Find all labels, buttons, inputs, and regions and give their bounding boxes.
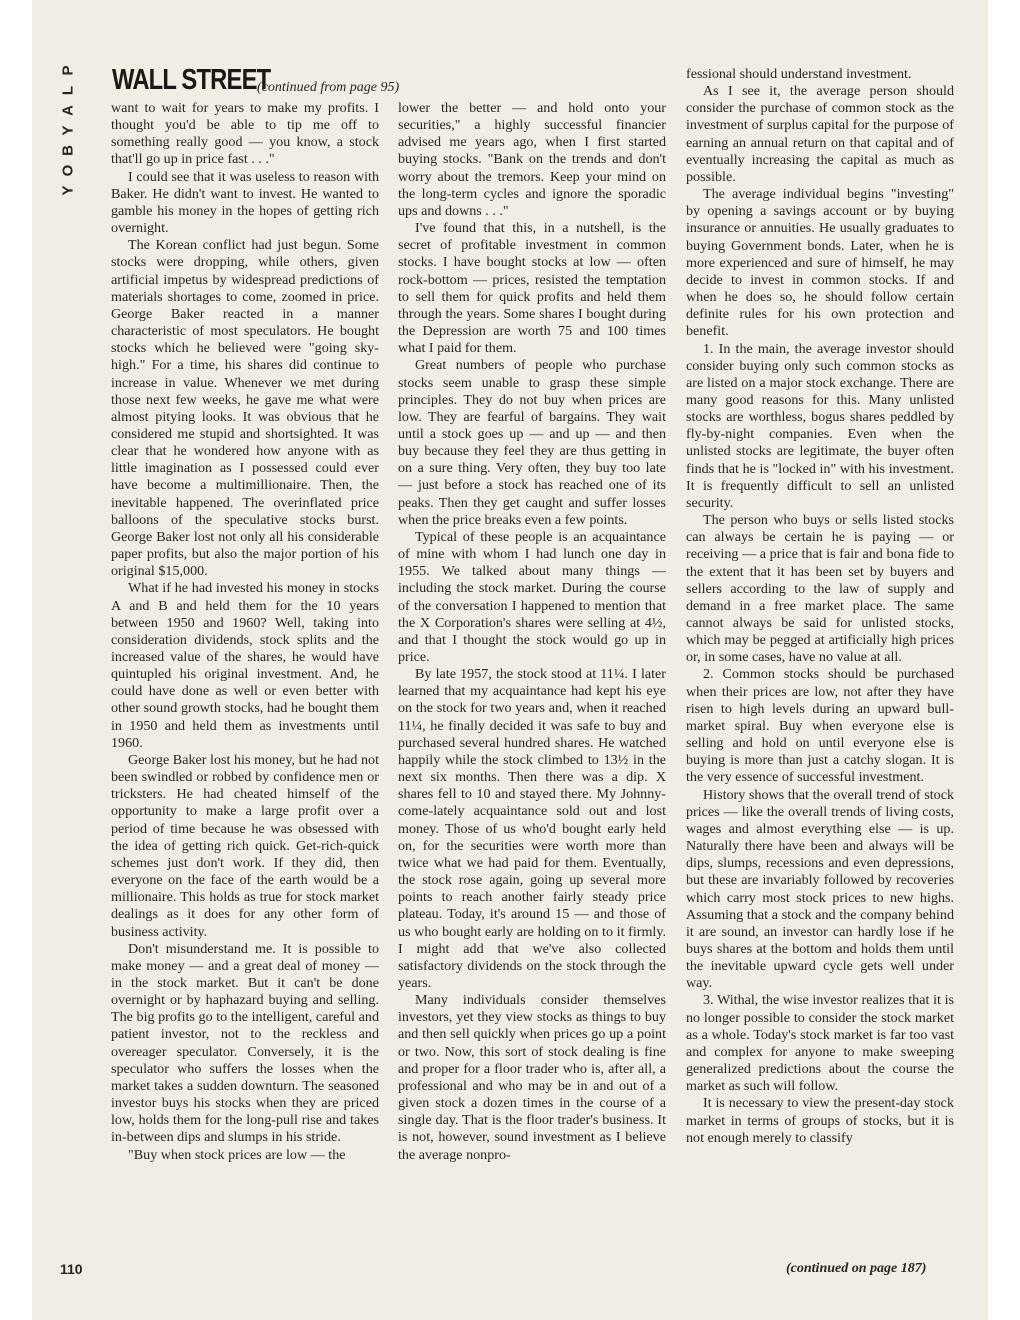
spine-letter: O	[59, 164, 77, 177]
paragraph: "Buy when stock prices are low — the	[128, 1146, 346, 1163]
paragraph: lower the better — and hold onto your securities," a highly successful financier advised me years ago, when I first started buying stocks. "Bank on the trends and don't worry about the tremors. Keep your mind on the long-term cycles and ignore the sporadic ups and downs . . ."	[398, 100, 666, 219]
paragraph: As I see it, the average person should consider the purchase of common stock as the investment of surplus capital for the purpose of earning an annual return on that capital and of eventually increasing the capital as much as possible.	[686, 83, 954, 185]
magazine-spine-label	[58, 62, 78, 222]
article-heading: WALL STREET	[112, 64, 271, 96]
paragraph: want to wait for years to make my profits. I thought you'd be able to tip me off to something really good — you know, a stock that'll go up in price fast . . ."	[111, 100, 379, 168]
paragraph: 3. Withal, the wise investor realizes that it is no longer possible to consider the stock market as a whole. Today's stock market is far too vast and complex for anyone to make sweeping generalized predictions about the course the market as such will follow.	[686, 992, 954, 1095]
paragraph: What if he had invested his money in stocks A and B and held them for the 10 years between 1950 and 1960? Well, taking into consideration dividends, stock splits and the increased value of the shares, he would have quintupled his original investment. And, he could have done as well or even better with other sound growth stocks, had he bought them in 1950 and held them as investments until 1960.	[111, 580, 379, 751]
paragraph: I could see that it was useless to reason with Baker. He didn't want to invest. He wanted to gamble his money in the hopes of getting rich overnight.	[111, 168, 379, 237]
spine-letter: Y	[59, 125, 77, 136]
continued-on-note: (continued on page 187)	[786, 1261, 927, 1276]
paragraph: It is necessary to view the present-day stock market in terms of groups of stocks, but it is not enough merely to classify	[686, 1095, 954, 1146]
paragraph: Many individuals consider themselves investors, yet they view stocks as things to buy and then sell quickly when prices go up a point or two. Now, this sort of stock dealing is fine and proper for a floor trader who is, after all, a professional and who may be in and out of a given stock a dozen times in the course of a single day. That is the floor trader's business. It is not, however, sound investment as I believe the average nonpro-	[398, 992, 666, 1163]
continued-from-note: (continued from page 95)	[257, 80, 400, 95]
paragraph: The Korean conflict had just begun. Some stocks were dropping, while others, given artificial impetus by widespread predictions of materials shortages to come, zoomed in price. George Baker reacted in a manner characteristic of most speculators. He bought stocks which he believed were "going sky-high." For a time, his shares did continue to increase in value. Whenever we met during those next few weeks, he gave me what were almost pitying looks. It was obvious that he considered me stupid and shortsighted. It was clear that he wondered how anyone with as little imagination as I possessed could ever have become a multimillionaire. Then, the inevitable happened. The overinflated price balloons of the speculative stocks burst. George Baker lost not only all his considerable paper profits, but also the major portion of his original $15,000.	[111, 237, 379, 580]
text-column-3	[686, 66, 954, 1147]
paragraph: By late 1957, the stock stood at 11¼. I later learned that my acquaintance had kept his eye on the stock for two years and, when it reached 11¼, he finally decided it was safe to buy and purchased several hundred shares. He watched happily while the stock climbed to 13½ in the next six months. Then there was a dip. X shares fell to 10 and stayed there. My Johnny-come-lately acquaintance sold out and lost money. Those of us who'd bought early held on, for the securities were worth more than twice what we had paid for them. Eventually, the stock rose again, going up several more points to reach another fairly steady price plateau. Today, it's around 15 — and those of us who bought early are holding on to it firmly. I might add that we've also collected satisfactory dividends on the stock through the years.	[398, 666, 666, 991]
text-column-1	[111, 100, 379, 1164]
spine-letter: B	[59, 145, 77, 156]
paragraph: Don't misunderstand me. It is possible to make money — and a great deal of money — in the stock market. But it can't be done overnight or by haphazard buying and selling. The big profits go to the intelligent, careful and patient investor, not to the reckless and overeager speculator. Conversely, it is the speculator who suffers the losses when the market takes a sudden downturn. The seasoned investor buys his stocks when they are priced low, holds them for the long-pull rise and takes in-between dips and slumps in his stride.	[111, 940, 379, 1146]
spine-letter: Y	[59, 185, 77, 196]
paragraph: Typical of these people is an acquaintance of mine with whom I had lunch one day in 1955. We talked about many things — including the stock market. During the course of the conversation I happened to mention that the X Corporation's shares were selling at 4½, and that I thought the stock would go up in price.	[398, 528, 666, 665]
page-number: 110	[60, 1261, 83, 1277]
paragraph: History shows that the overall trend of stock prices — like the overall trends of living costs, wages and almost everything else — is up. Naturally there have been and always will be dips, slumps, recessions and even depressions, but these are invariably followed by recoveries which carry most stock prices to new highs. Assuming that a stock and the company behind it are sound, an investor can hardly lose if he buys shares at the bottom and holds them until the inevitable upward cycle gets well under way.	[686, 786, 954, 992]
paragraph: The average individual begins "investing" by opening a savings account or by buying insurance or annuities. He usually graduates to buying Government bonds. Later, when he is more experienced and sure of himself, he may decide to invest in common stocks. If and when he does so, he should follow certain definite rules for his own protection and benefit.	[686, 186, 954, 340]
paragraph: I've found that this, in a nutshell, is the secret of profitable investment in common stocks. I have bought stocks at low — often rock-bottom — prices, resisted the temptation to sell them for quick profits and held them through the years. Some shares I bought during the Depression are worth 75 and 100 times what I paid for them.	[398, 220, 666, 357]
paragraph: The person who buys or sells listed stocks can always be certain he is paying — or receiving — a price that is fair and bona fide to the extent that it has been set by buyers and sellers according to the law of supply and demand in a free market place. The same cannot always be said for unlisted stocks, which may be pegged at artificially high prices or, in some cases, have no value at all.	[686, 512, 954, 666]
paragraph: Great numbers of people who purchase stocks seem unable to grasp these simple principles. They do not buy when prices are low. They are fearful of bargains. They wait until a stock goes up — and up — and then buy because they feel they are thus getting in on a sure thing. Very often, they buy too late — just before a stock has reached one of its peaks. Then they get caught and suffer losses when the price breaks even a few points.	[398, 357, 666, 528]
text-column-2	[398, 100, 666, 1164]
spine-letter: P	[59, 65, 77, 76]
paragraph: George Baker lost his money, but he had not been swindled or robbed by confidence men or tricksters. He had cheated himself of the opportunity to make a large profit over a period of time because he was obsessed with the idea of getting rich quick. Get-rich-quick schemes just don't work. If they did, then everyone on the face of the earth would be a millionaire. This holds as true for stock market dealings as it does for any other form of business activity.	[111, 751, 379, 940]
paragraph: 2. Common stocks should be purchased when their prices are low, not after they have risen to high levels during an upward bull-market spiral. Buy when everyone else is selling and hold on until everyone else is buying is more than just a catchy slogan. It is the very essence of successful investment.	[686, 666, 954, 786]
spine-letter: A	[59, 105, 77, 116]
paragraph: 1. In the main, the average investor should consider buying only such common stocks as are listed on a major stock exchange. There are many good reasons for this. Many unlisted stocks are worthless, bogus shares peddled by fly-by-night companies. Even when the unlisted stocks are legitimate, the buyer often finds that he is "locked in" with his investment. It is frequently difficult to sell an unlisted security.	[686, 340, 954, 511]
spine-letter: L	[59, 85, 77, 96]
paragraph: fessional should understand investment.	[686, 66, 912, 82]
